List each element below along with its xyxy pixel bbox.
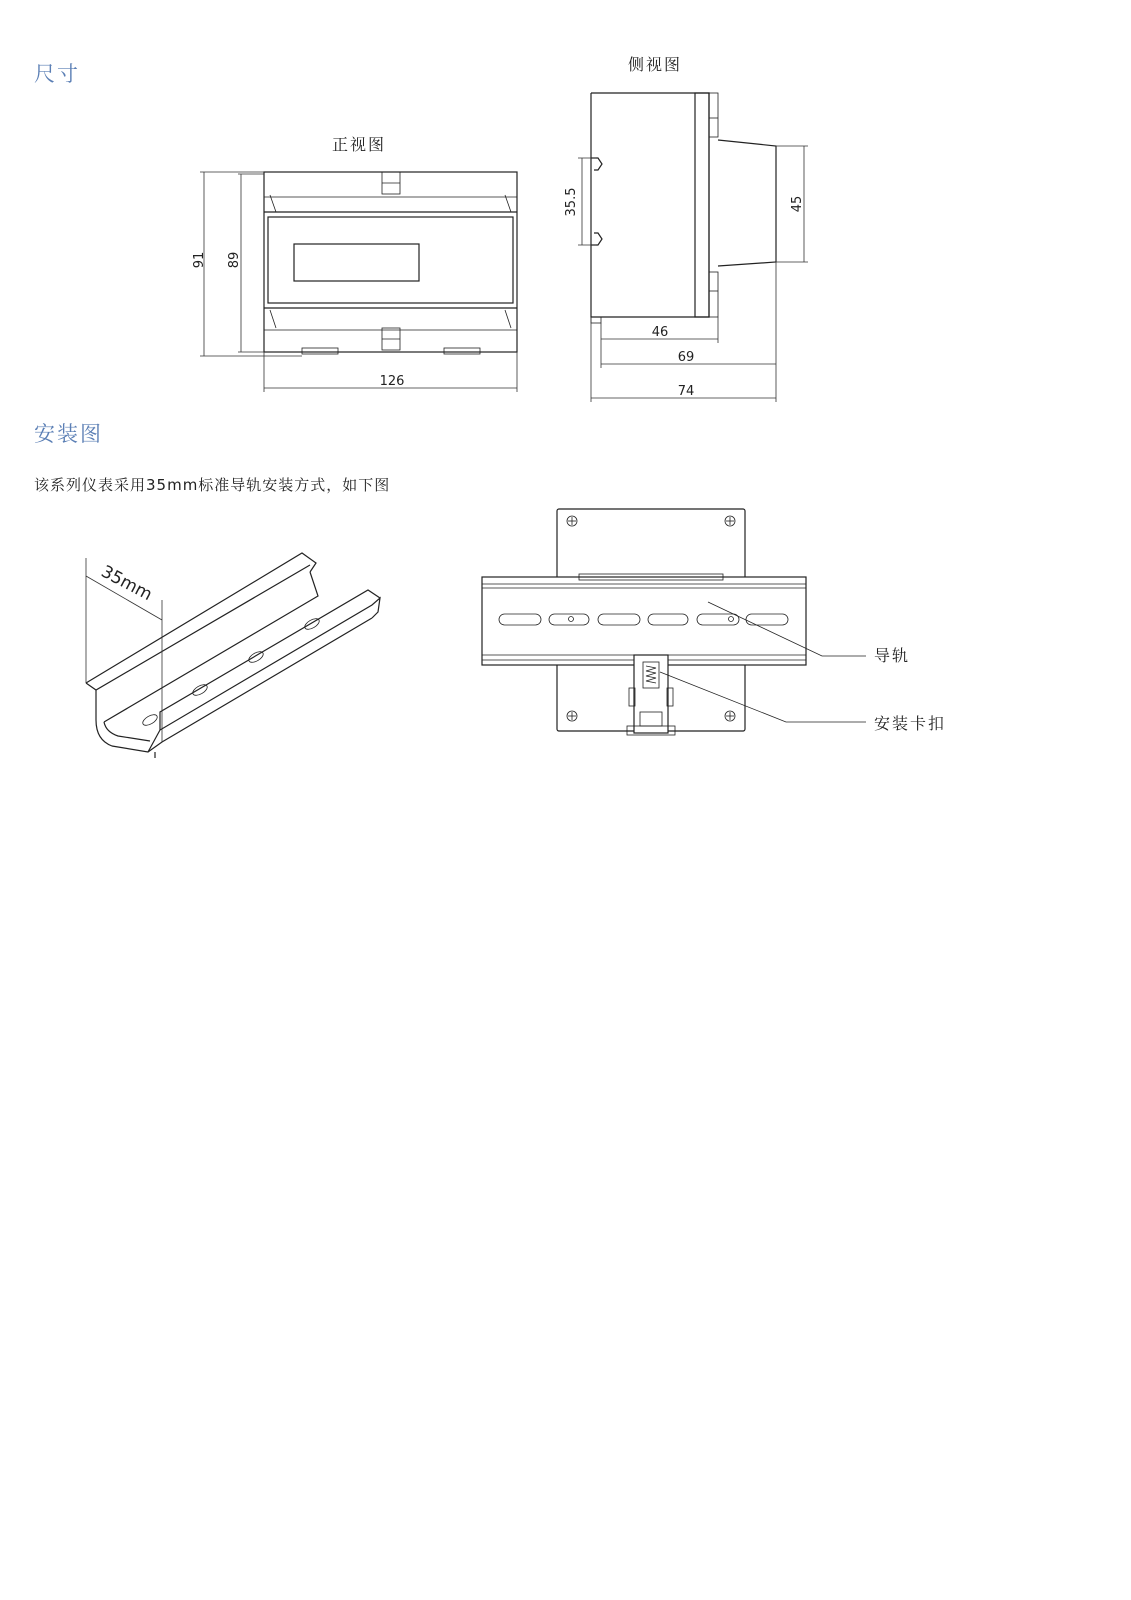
dim-height-inner: 89 bbox=[227, 251, 242, 269]
din-rail bbox=[482, 577, 806, 665]
dim-depth-46: 46 bbox=[651, 325, 669, 340]
dim-depth-74: 74 bbox=[677, 384, 695, 399]
side-view-label: 侧视图 bbox=[627, 55, 683, 74]
section-title-dimensions: 尺寸 bbox=[34, 62, 80, 86]
front-view-label: 正视图 bbox=[331, 135, 387, 154]
dim-height-outer: 91 bbox=[192, 251, 207, 269]
callout-clip: 安装卡扣 bbox=[874, 714, 947, 733]
dim-depth-69: 69 bbox=[677, 350, 695, 365]
dim-width: 126 bbox=[379, 374, 405, 389]
rail-width-label: 35mm bbox=[97, 561, 156, 606]
dim-clip-height: 45 bbox=[790, 195, 805, 213]
dim-rail-slot: 35.5 bbox=[564, 187, 579, 217]
callout-rail: 导轨 bbox=[874, 646, 911, 665]
install-description: 该系列仪表采用35mm标准导轨安装方式，如下图 bbox=[34, 476, 391, 494]
section-title-installation: 安装图 bbox=[34, 422, 103, 446]
